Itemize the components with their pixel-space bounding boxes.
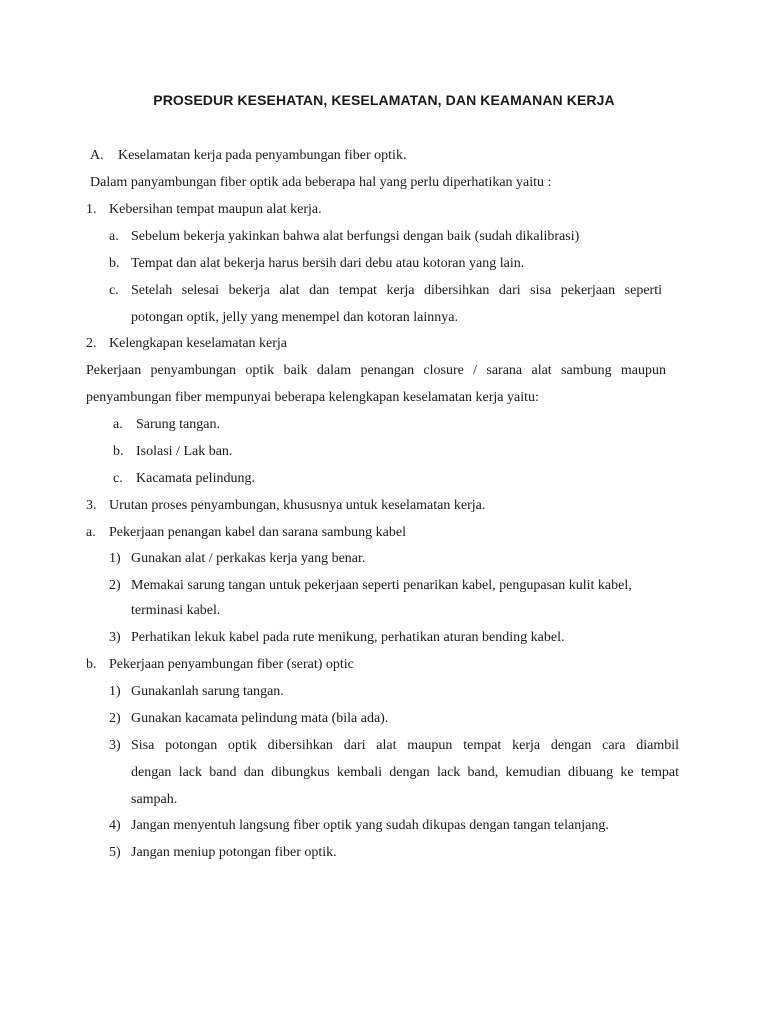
part-b-step-2-text: Gunakan kacamata pelindung mata (bila ada). [131,711,389,726]
part-b-step-3-text-line3: sampah. [131,792,178,807]
item-1c-text-line2: potongan optik, jelly yang menempel dan kotoran lainnya. [131,310,458,325]
part-b-step-2-marker: 2) [109,711,121,726]
item-2c-text: Kacamata pelindung. [136,471,255,486]
part-b-step-1-marker: 1) [109,684,121,699]
part-a-step-3-text: Perhatikan lekuk kabel pada rute menikung, perhatikan aturan bending kabel. [131,630,565,645]
item-1-marker: 1. [86,202,97,217]
item-1c-text-line1: Setelah selesai bekerja alat dan tempat kerja dibersihkan dari sisa pekerjaan seperti [131,283,662,298]
item-1-heading: Kebersihan tempat maupun alat kerja. [109,202,322,217]
document-title: PROSEDUR KESEHATAN, KESELAMATAN, DAN KEAMANAN KERJA [153,92,615,108]
item-3-marker: 3. [86,498,97,513]
item-2-paragraph-line2: penyambungan fiber mempunyai beberapa kelengkapan keselamatan kerja yaitu: [86,390,539,405]
item-2-heading: Kelengkapan keselamatan kerja [109,336,288,351]
item-2b-marker: b. [113,444,124,459]
item-3-heading: Urutan proses penyambungan, khususnya untuk keselamatan kerja. [109,498,486,513]
item-2b-text: Isolasi / Lak ban. [136,444,233,459]
part-a-step-2-marker: 2) [109,578,121,593]
intro-text: Dalam panyambungan fiber optik ada beberapa hal yang perlu diperhatikan yaitu : [90,175,552,190]
item-1c-marker: c. [109,283,119,298]
part-a-step-1-text: Gunakan alat / perkakas kerja yang benar. [131,551,366,566]
part-b-step-4-text: Jangan menyentuh langsung fiber optik yang sudah dikupas dengan tangan telanjang. [131,818,609,833]
part-a-marker: a. [86,525,96,540]
part-a-step-3-marker: 3) [109,630,121,645]
part-b-heading: Pekerjaan penyambungan fiber (serat) optic [109,657,354,672]
part-a-heading: Pekerjaan penangan kabel dan sarana sambung kabel [109,525,406,540]
item-2a-marker: a. [113,417,123,432]
part-b-step-5-text: Jangan meniup potongan fiber optik. [131,845,337,860]
part-b-step-1-text: Gunakanlah sarung tangan. [131,684,284,699]
part-b-step-5-marker: 5) [109,845,121,860]
item-2c-marker: c. [113,471,123,486]
item-2-marker: 2. [86,336,97,351]
part-b-step-3-text-line2: dengan lack band dan dibungkus kembali dengan lack band, kemudian dibuang ke tempat [131,765,679,780]
part-b-marker: b. [86,657,97,672]
item-1b-text: Tempat dan alat bekerja harus bersih dari debu atau kotoran yang lain. [131,256,525,271]
part-b-step-3-text-line1: Sisa potongan optik dibersihkan dari alat maupun tempat kerja dengan cara diambil [131,738,679,753]
part-a-step-1-marker: 1) [109,551,121,566]
item-1b-marker: b. [109,256,120,271]
part-b-step-3-marker: 3) [109,738,121,753]
item-2a-text: Sarung tangan. [136,417,220,432]
section-a-heading: Keselamatan kerja pada penyambungan fiber optik. [118,148,407,163]
part-a-step-2-text-line1: Memakai sarung tangan untuk pekerjaan seperti penarikan kabel, pengupasan kulit kabel, [131,578,632,593]
item-2-paragraph-line1: Pekerjaan penyambungan optik baik dalam penangan closure / sarana alat sambung maupun [86,363,666,378]
section-a-marker: A. [90,148,104,163]
part-a-step-2-text-line2: terminasi kabel. [131,603,221,618]
item-1a-marker: a. [109,229,119,244]
part-b-step-4-marker: 4) [109,818,121,833]
item-1a-text: Sebelum bekerja yakinkan bahwa alat berfungsi dengan baik (sudah dikalibrasi) [131,229,580,244]
